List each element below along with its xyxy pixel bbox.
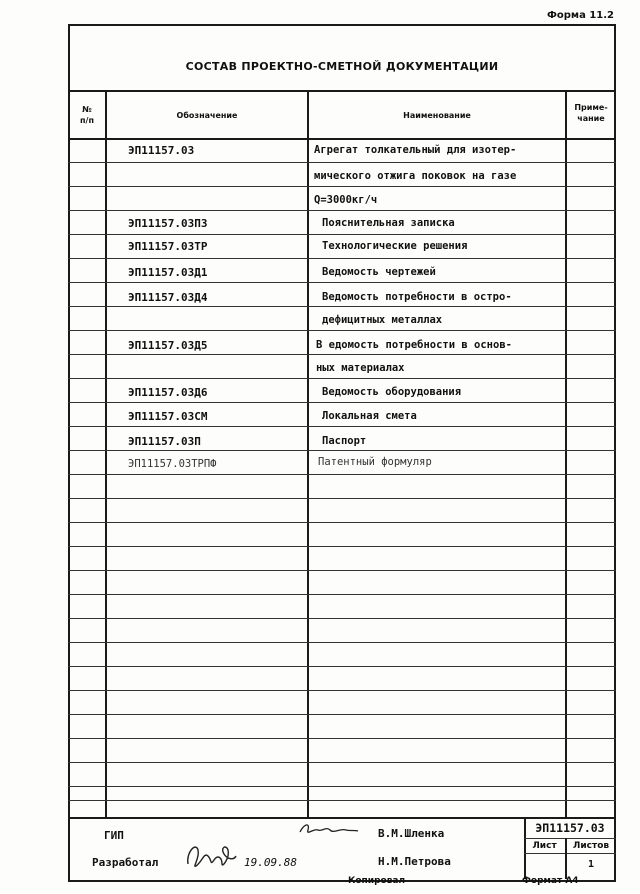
row-rule [68,522,616,523]
col-rule-2 [307,91,309,817]
name-cell: Локальная смета [322,410,417,422]
doc-code: ЭП11157.03 [535,821,605,835]
name-cell: Q=3000кг/ч [314,194,378,206]
row-rule [68,234,616,235]
name-cell: мического отжига поковок на газе [314,170,517,182]
name-cell: Агрегат толкательный для изотер- [314,144,517,156]
name-cell: Ведомость потребности в остро- [322,291,512,303]
header-designation: Обозначение [176,111,238,120]
name-cell: Ведомость оборудования [322,386,462,398]
row-rule [68,306,616,307]
name-cell: Паспорт [322,435,367,447]
designation-cell: ЭП11157.03Д1 [128,266,208,279]
name-cell: Пояснительная записка [322,217,455,229]
developer-name: Н.М.Петрова [378,855,451,868]
row-rule [68,210,616,211]
row-rule [68,800,616,801]
name-cell: ных материалах [316,362,405,374]
row-rule [68,714,616,715]
sheets-label: Листов [572,841,610,851]
designation-cell: ЭП11157.03П [128,435,201,448]
row-rule [68,618,616,619]
row-rule [68,762,616,763]
designation-cell: ЭП11157.03Д5 [128,339,208,352]
designation-cell: ЭП11157.03ПЗ [128,217,208,230]
name-cell: В едомость потребности в основ- [316,339,512,351]
header-name: Наименование [403,111,471,120]
document-title: СОСТАВ ПРОЕКТНО-СМЕТНОЙ ДОКУМЕНТАЦИИ [185,60,499,73]
gip-signature [296,818,360,846]
title-block-mid-rule-2 [524,853,616,854]
gip-label: ГИП [104,829,124,842]
name-cell: Технологические решения [322,240,468,252]
row-rule [68,378,616,379]
col-rule-3 [565,91,567,817]
row-rule [68,642,616,643]
designation-cell: ЭП11157.03СМ [128,410,208,423]
title-block-mid-rule [524,838,616,839]
sheet-label: Лист [532,841,557,851]
name-cell: Патентный формуляр [318,456,432,468]
header-note: Приме- чание [574,103,608,123]
form-label: Форма 11.2 [546,10,614,21]
developer-signature [182,838,238,876]
gip-name: В.М.Шленка [378,827,445,840]
header-num: № п/п [80,105,94,125]
row-rule [68,690,616,691]
row-rule [68,570,616,571]
name-cell: дефицитных металлах [322,314,443,326]
row-rule [68,282,616,283]
sheets-value: 1 [587,859,595,870]
col-rule-1 [105,91,107,817]
row-rule [68,498,616,499]
designation-cell: ЭП11157.03 [128,144,195,157]
row-rule [68,546,616,547]
designation-cell: ЭП11157.03Д4 [128,291,208,304]
row-rule [68,402,616,403]
row-rule [68,258,616,259]
row-rule [68,450,616,451]
designation-cell: ЭП11157.03ТРПФ [128,458,217,470]
copied-label: Копировал [348,876,406,886]
name-cell: Ведомость чертежей [322,266,436,278]
header-bottom-rule [68,138,616,140]
row-rule [68,738,616,739]
row-rule [68,666,616,667]
designation-cell: ЭП11157.03ТР [128,240,208,253]
row-rule [68,186,616,187]
row-rule [68,474,616,475]
developer-label: Разработал [92,856,159,869]
row-rule [68,426,616,427]
format-label: Формат А4 [522,876,579,886]
designation-cell: ЭП11157.03Д6 [128,386,208,399]
row-rule [68,786,616,787]
developer-date: 19.09.88 [244,856,297,869]
row-rule [68,330,616,331]
row-rule [68,594,616,595]
row-rule [68,354,616,355]
row-rule [68,162,616,163]
title-bottom-rule [68,90,616,92]
